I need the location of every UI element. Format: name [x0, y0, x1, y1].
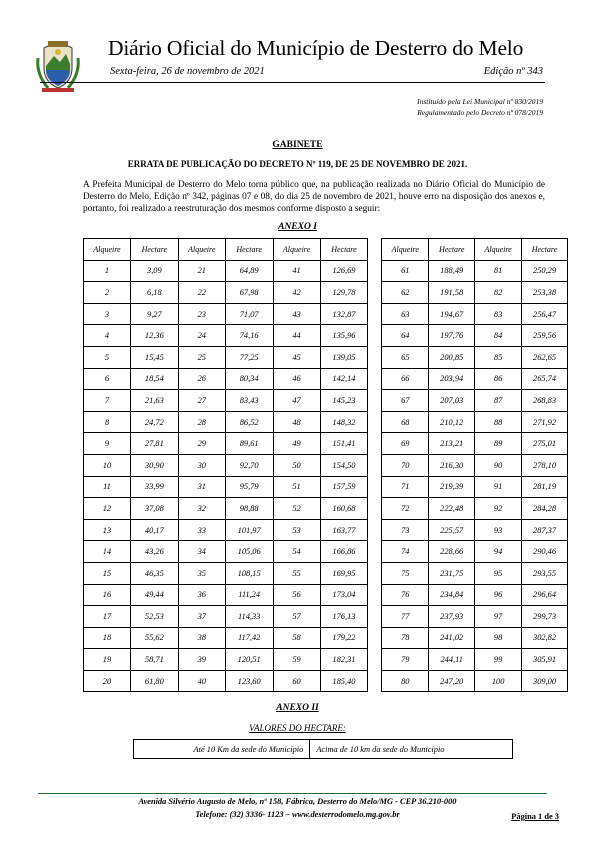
- header-divider: [40, 82, 545, 83]
- column-gap: [368, 627, 382, 649]
- table-cell: 98: [475, 627, 522, 649]
- column-gap: [368, 541, 382, 563]
- table-cell: 275,01: [522, 433, 568, 455]
- table-cell: 309,00: [522, 670, 568, 692]
- table-cell: 95,79: [225, 476, 273, 498]
- table-cell: 30,90: [130, 454, 178, 476]
- table-cell: 95: [475, 562, 522, 584]
- table-cell: 32: [178, 498, 225, 520]
- table-cell: 65: [382, 346, 429, 368]
- table-cell: 83: [475, 303, 522, 325]
- table-cell: 46: [273, 368, 320, 390]
- table-cell: 3,09: [130, 260, 178, 282]
- table-cell: 203,94: [429, 368, 475, 390]
- table-cell: 40: [178, 670, 225, 692]
- table-cell: 188,49: [429, 260, 475, 282]
- table-cell: 80,34: [225, 368, 273, 390]
- table-cell: 52: [273, 498, 320, 520]
- table-cell: 28: [178, 411, 225, 433]
- table-cell: 157,59: [320, 476, 368, 498]
- table-cell: 38: [178, 627, 225, 649]
- table-cell: 33,99: [130, 476, 178, 498]
- table-cell: 34: [178, 541, 225, 563]
- institution-law: Instituído pela Lei Municipal nº 830/2019: [417, 97, 543, 106]
- table-cell: 1: [84, 260, 131, 282]
- table-cell: 17: [84, 606, 131, 628]
- table-cell: 76: [382, 584, 429, 606]
- table-cell: 256,47: [522, 303, 568, 325]
- column-header: Alqueire: [475, 239, 522, 261]
- table-cell: 231,75: [429, 562, 475, 584]
- column-gap: [368, 519, 382, 541]
- footer-address: Avenida Silvério Augusto de Melo, nº 158, Fábrica, Desterro do Melo/MG - CEP 36.210-000: [138, 797, 457, 806]
- table-cell: 16: [84, 584, 131, 606]
- table-cell: 51: [273, 476, 320, 498]
- table-cell: 6: [84, 368, 131, 390]
- table-cell: 80: [382, 670, 429, 692]
- table-row: [84, 368, 568, 390]
- table-cell: 12,36: [130, 325, 178, 347]
- table-cell: 52,53: [130, 606, 178, 628]
- column-gap: [368, 303, 382, 325]
- table-cell: 49,44: [130, 584, 178, 606]
- table-cell: 111,24: [225, 584, 273, 606]
- table-cell: 15,45: [130, 346, 178, 368]
- table-cell: 8: [84, 411, 131, 433]
- table-cell: 166,86: [320, 541, 368, 563]
- table-row: [84, 584, 568, 606]
- table-cell: 29: [178, 433, 225, 455]
- column-gap: [368, 562, 382, 584]
- column-header: Alqueire: [84, 239, 131, 261]
- table-cell: 46,35: [130, 562, 178, 584]
- table-cell: 90: [475, 454, 522, 476]
- table-cell: 169,95: [320, 562, 368, 584]
- distance-up-to-10km: Até 10 Km da sede do Município: [134, 740, 310, 759]
- table-cell: 50: [273, 454, 320, 476]
- table-cell: 27,81: [130, 433, 178, 455]
- table-cell: 163,77: [320, 519, 368, 541]
- table-cell: 63: [382, 303, 429, 325]
- table-cell: 37: [178, 606, 225, 628]
- table-cell: 62: [382, 282, 429, 304]
- table-cell: 151,41: [320, 433, 368, 455]
- anexo-2-subtitle-text: VALORES DO HECTARE:: [249, 723, 346, 733]
- table-cell: 234,84: [429, 584, 475, 606]
- table-cell: 55: [273, 562, 320, 584]
- table-row: [84, 433, 568, 455]
- table-cell: 142,14: [320, 368, 368, 390]
- table-cell: 57: [273, 606, 320, 628]
- table-cell: 89,61: [225, 433, 273, 455]
- table-cell: 27: [178, 390, 225, 412]
- table-cell: 247,20: [429, 670, 475, 692]
- table-cell: 281,19: [522, 476, 568, 498]
- table-cell: 25: [178, 346, 225, 368]
- table-cell: 66: [382, 368, 429, 390]
- institution-decree: Regulamentado pelo Decreto nº 078/2019: [417, 108, 543, 117]
- table-cell: 19: [84, 649, 131, 671]
- table-cell: 58,71: [130, 649, 178, 671]
- table-cell: 302,82: [522, 627, 568, 649]
- table-row: [84, 303, 568, 325]
- table-cell: 21,63: [130, 390, 178, 412]
- table-cell: 22: [178, 282, 225, 304]
- table-cell: 87: [475, 390, 522, 412]
- table-cell: 43,26: [130, 541, 178, 563]
- table-cell: 262,65: [522, 346, 568, 368]
- table-cell: 287,37: [522, 519, 568, 541]
- table-cell: 244,11: [429, 649, 475, 671]
- table-cell: 58: [273, 627, 320, 649]
- table-cell: 26: [178, 368, 225, 390]
- column-gap: [368, 476, 382, 498]
- anexo-2-subtitle: [0, 723, 595, 733]
- table-cell: 11: [84, 476, 131, 498]
- column-header: Hectare: [429, 239, 475, 261]
- table-cell: 98,88: [225, 498, 273, 520]
- table-cell: 12: [84, 498, 131, 520]
- table-cell: 71: [382, 476, 429, 498]
- municipal-coat-of-arms-icon: [34, 38, 82, 94]
- table-cell: 101,97: [225, 519, 273, 541]
- table-cell: 92,70: [225, 454, 273, 476]
- table-cell: 139,05: [320, 346, 368, 368]
- table-cell: 305,91: [522, 649, 568, 671]
- edition-number: Edição nº 343: [483, 66, 543, 77]
- table-row: [84, 454, 568, 476]
- table-cell: 36: [178, 584, 225, 606]
- table-cell: 41: [273, 260, 320, 282]
- table-cell: 216,30: [429, 454, 475, 476]
- body-paragraph: A Prefeita Municipal de Desterro do Melo torna público que, na publicação realizada no Diário Oficial do Município de Desterro do Melo, Edição nº 342, páginas 07 e 08, do dia 25 de novembro de 2021, houve erro na disposição dos anexos e, portanto, foi realizado a reestruturação dos mesmos conforme disposto a seguir:: [83, 180, 545, 214]
- table-cell: 61,80: [130, 670, 178, 692]
- table-cell: 83,43: [225, 390, 273, 412]
- table-cell: 268,83: [522, 390, 568, 412]
- table-cell: 60: [273, 670, 320, 692]
- column-gap: [368, 670, 382, 692]
- table-cell: 72: [382, 498, 429, 520]
- table-row: [84, 670, 568, 692]
- table-cell: 210,12: [429, 411, 475, 433]
- table-cell: 68: [382, 411, 429, 433]
- anexo-1-label: ANEXO I: [278, 222, 317, 232]
- table-cell: 7: [84, 390, 131, 412]
- table-cell: 250,29: [522, 260, 568, 282]
- table-cell: 179,22: [320, 627, 368, 649]
- table-cell: 59: [273, 649, 320, 671]
- table-cell: 207,03: [429, 390, 475, 412]
- table-row: [84, 562, 568, 584]
- table-cell: 39: [178, 649, 225, 671]
- table-cell: 61: [382, 260, 429, 282]
- table-cell: 24: [178, 325, 225, 347]
- table-cell: 48: [273, 411, 320, 433]
- distance-over-10km: Acima de 10 km da sede do Município: [310, 740, 513, 759]
- table-cell: 191,58: [429, 282, 475, 304]
- table-cell: 108,15: [225, 562, 273, 584]
- table-cell: 91: [475, 476, 522, 498]
- table-row: [84, 541, 568, 563]
- column-header: Hectare: [130, 239, 178, 261]
- table-cell: 132,87: [320, 303, 368, 325]
- table-cell: 84: [475, 325, 522, 347]
- table-cell: 18,54: [130, 368, 178, 390]
- table-cell: 296,64: [522, 584, 568, 606]
- table-cell: 24,72: [130, 411, 178, 433]
- table-cell: 23: [178, 303, 225, 325]
- footer-contact: Telefone: (32) 3336- 1123 – www.desterrodomelo.mg.gov.br: [195, 810, 400, 819]
- table-cell: 77: [382, 606, 429, 628]
- table-cell: 9,27: [130, 303, 178, 325]
- table-cell: 100: [475, 670, 522, 692]
- table-cell: 2: [84, 282, 131, 304]
- table-cell: 278,10: [522, 454, 568, 476]
- anexo-2-label: ANEXO II: [276, 703, 319, 713]
- section-heading: [0, 140, 595, 150]
- table-cell: 237,93: [429, 606, 475, 628]
- table-cell: 126,69: [320, 260, 368, 282]
- table-row: [84, 649, 568, 671]
- document-heading: ERRATA DE PUBLICAÇÃO DO DECRETO Nº 119, DE 25 DE NOVEMBRO DE 2021.: [127, 159, 468, 169]
- table-row: [84, 606, 568, 628]
- table-cell: 299,73: [522, 606, 568, 628]
- table-cell: 185,40: [320, 670, 368, 692]
- table-cell: 53: [273, 519, 320, 541]
- table-cell: 86: [475, 368, 522, 390]
- table-cell: 45: [273, 346, 320, 368]
- table-cell: 265,74: [522, 368, 568, 390]
- column-gap: [368, 260, 382, 282]
- table-cell: 9: [84, 433, 131, 455]
- table-cell: 197,76: [429, 325, 475, 347]
- table-cell: 89: [475, 433, 522, 455]
- table-cell: 290,46: [522, 541, 568, 563]
- column-gap: [368, 346, 382, 368]
- column-gap: [368, 454, 382, 476]
- table-cell: 70: [382, 454, 429, 476]
- column-gap: [368, 239, 382, 261]
- column-header: Alqueire: [178, 239, 225, 261]
- section-label: GABINETE: [272, 140, 323, 150]
- table-cell: 43: [273, 303, 320, 325]
- table-row: [84, 390, 568, 412]
- table-cell: 145,23: [320, 390, 368, 412]
- column-gap: [368, 498, 382, 520]
- column-gap: [368, 325, 382, 347]
- table-cell: 271,92: [522, 411, 568, 433]
- table-cell: 49: [273, 433, 320, 455]
- table-cell: 293,55: [522, 562, 568, 584]
- table-cell: 92: [475, 498, 522, 520]
- table-cell: 67: [382, 390, 429, 412]
- table-cell: 73: [382, 519, 429, 541]
- table-cell: 64,89: [225, 260, 273, 282]
- page-number: Página 1 de 3: [511, 812, 559, 821]
- column-gap: [368, 649, 382, 671]
- column-gap: [368, 368, 382, 390]
- hectare-values-table: [133, 739, 513, 759]
- table-cell: 253,38: [522, 282, 568, 304]
- table-cell: 148,32: [320, 411, 368, 433]
- table-cell: 82: [475, 282, 522, 304]
- table-cell: 78: [382, 627, 429, 649]
- table-cell: 64: [382, 325, 429, 347]
- table-cell: 69: [382, 433, 429, 455]
- table-cell: 81: [475, 260, 522, 282]
- table-cell: 88: [475, 411, 522, 433]
- table-cell: 117,42: [225, 627, 273, 649]
- table-cell: 120,51: [225, 649, 273, 671]
- table-cell: 35: [178, 562, 225, 584]
- table-cell: 21: [178, 260, 225, 282]
- table-cell: 194,67: [429, 303, 475, 325]
- table-cell: 13: [84, 519, 131, 541]
- table-cell: 3: [84, 303, 131, 325]
- table-cell: 284,28: [522, 498, 568, 520]
- table-cell: 123,60: [225, 670, 273, 692]
- column-gap: [368, 390, 382, 412]
- table-cell: 40,17: [130, 519, 178, 541]
- column-gap: [368, 606, 382, 628]
- table-row: [84, 282, 568, 304]
- table-cell: 160,68: [320, 498, 368, 520]
- table-cell: 182,31: [320, 649, 368, 671]
- table-cell: 129,78: [320, 282, 368, 304]
- table-row: [84, 519, 568, 541]
- column-header: Alqueire: [382, 239, 429, 261]
- table-cell: 135,96: [320, 325, 368, 347]
- table-cell: 67,98: [225, 282, 273, 304]
- table-cell: 96: [475, 584, 522, 606]
- column-header: Hectare: [522, 239, 568, 261]
- table-cell: 94: [475, 541, 522, 563]
- column-header: Hectare: [225, 239, 273, 261]
- newspaper-title: Diário Oficial do Município de Desterro do Melo: [108, 36, 524, 60]
- table-cell: 93: [475, 519, 522, 541]
- table-cell: 18: [84, 627, 131, 649]
- table-row: [84, 346, 568, 368]
- table-cell: 74: [382, 541, 429, 563]
- table-cell: 79: [382, 649, 429, 671]
- column-header: Hectare: [320, 239, 368, 261]
- table-cell: 259,56: [522, 325, 568, 347]
- table-cell: 74,16: [225, 325, 273, 347]
- column-header: Alqueire: [273, 239, 320, 261]
- table-cell: 15: [84, 562, 131, 584]
- table-cell: 56: [273, 584, 320, 606]
- table-cell: 31: [178, 476, 225, 498]
- table-cell: 105,06: [225, 541, 273, 563]
- table-cell: 44: [273, 325, 320, 347]
- table-cell: 114,33: [225, 606, 273, 628]
- table-row: [84, 325, 568, 347]
- table-row: [84, 476, 568, 498]
- column-gap: [368, 282, 382, 304]
- table-cell: 55,62: [130, 627, 178, 649]
- table-cell: 10: [84, 454, 131, 476]
- table-cell: 219,39: [429, 476, 475, 498]
- table-cell: 225,57: [429, 519, 475, 541]
- table-cell: 33: [178, 519, 225, 541]
- table-cell: 6,18: [130, 282, 178, 304]
- table-row: [84, 627, 568, 649]
- table-cell: 42: [273, 282, 320, 304]
- table-row: [134, 740, 513, 759]
- table-cell: 37,08: [130, 498, 178, 520]
- column-gap: [368, 433, 382, 455]
- column-gap: [368, 584, 382, 606]
- table-cell: 85: [475, 346, 522, 368]
- table-cell: 54: [273, 541, 320, 563]
- table-cell: 20: [84, 670, 131, 692]
- table-cell: 200,85: [429, 346, 475, 368]
- table-row: [84, 411, 568, 433]
- conversion-table: [83, 238, 568, 692]
- table-row: [84, 260, 568, 282]
- anexo-2-title: [0, 703, 595, 713]
- table-cell: 241,02: [429, 627, 475, 649]
- table-cell: 14: [84, 541, 131, 563]
- footer-divider: [38, 793, 547, 794]
- anexo-1-title: [0, 222, 595, 232]
- table-header-row: [84, 239, 568, 261]
- table-cell: 4: [84, 325, 131, 347]
- table-cell: 213,21: [429, 433, 475, 455]
- table-cell: 176,13: [320, 606, 368, 628]
- table-cell: 228,66: [429, 541, 475, 563]
- column-gap: [368, 411, 382, 433]
- table-cell: 71,07: [225, 303, 273, 325]
- table-cell: 86,52: [225, 411, 273, 433]
- table-cell: 222,48: [429, 498, 475, 520]
- table-cell: 47: [273, 390, 320, 412]
- table-cell: 30: [178, 454, 225, 476]
- table-cell: 97: [475, 606, 522, 628]
- publication-date: Sexta-feira, 26 de novembro de 2021: [110, 66, 265, 77]
- table-cell: 154,50: [320, 454, 368, 476]
- table-cell: 77,25: [225, 346, 273, 368]
- table-cell: 173,04: [320, 584, 368, 606]
- table-cell: 5: [84, 346, 131, 368]
- table-row: [84, 498, 568, 520]
- table-cell: 99: [475, 649, 522, 671]
- table-cell: 75: [382, 562, 429, 584]
